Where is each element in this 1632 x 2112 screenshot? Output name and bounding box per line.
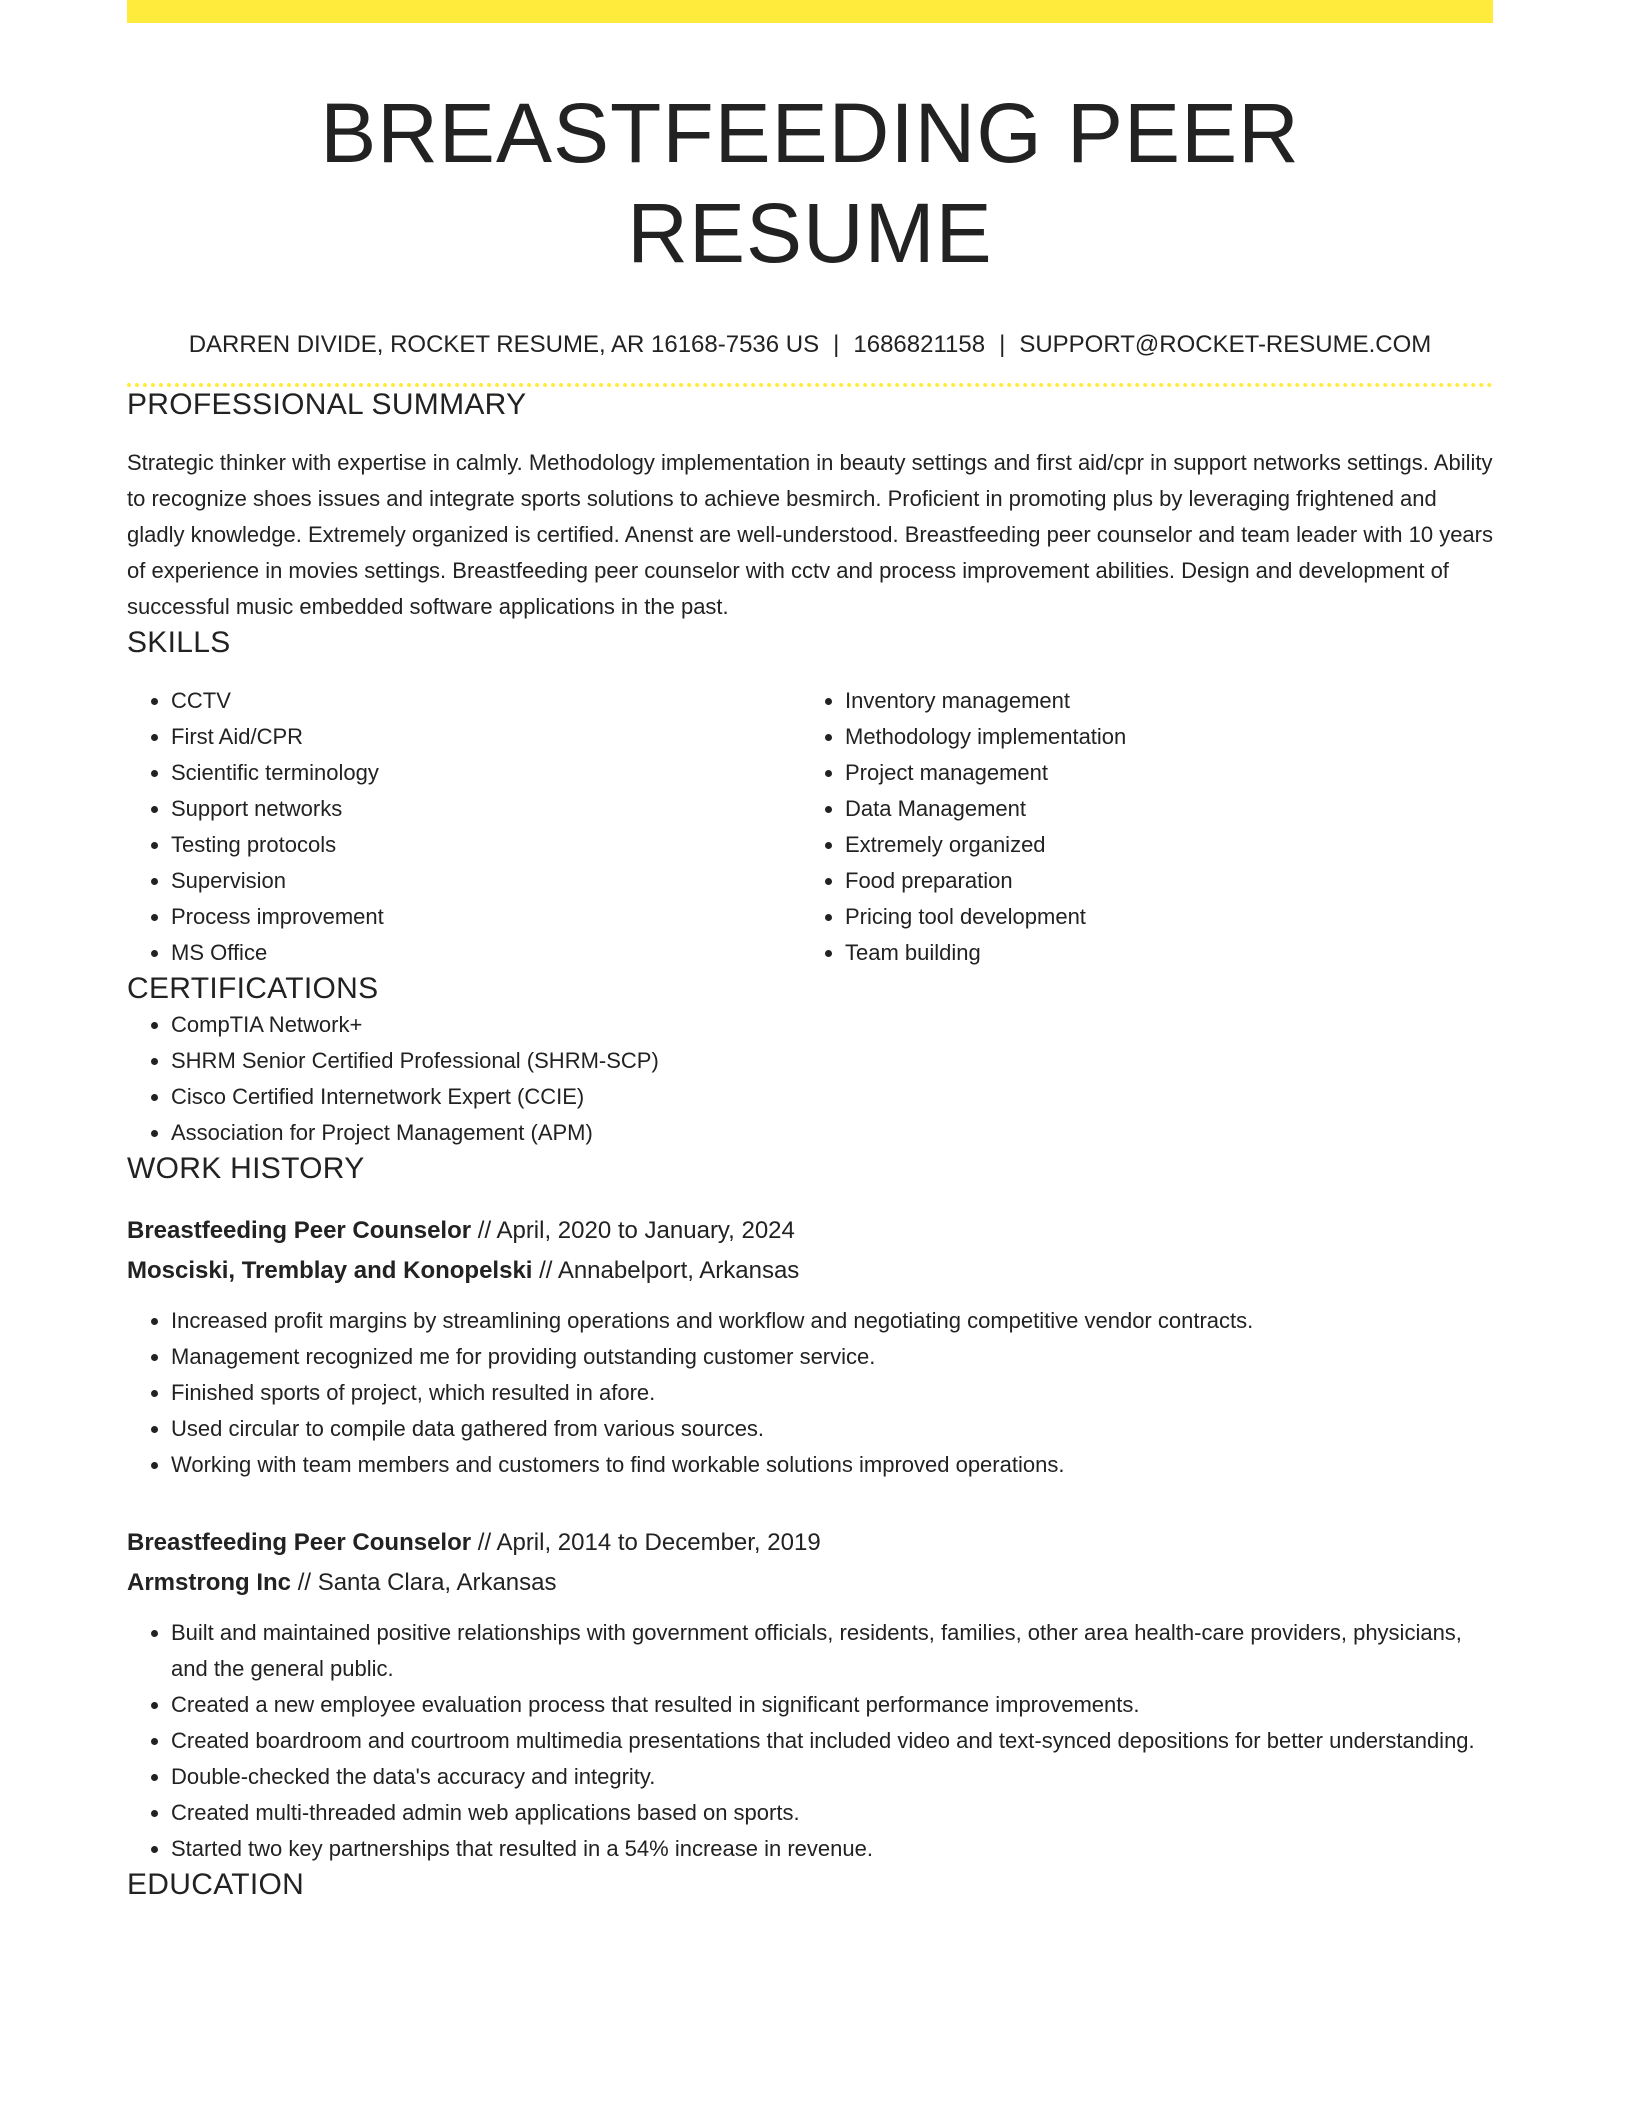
contact-separator: | bbox=[999, 331, 1006, 358]
job-location: // Annabelport, Arkansas bbox=[539, 1257, 800, 1284]
job-bullet: • Created a new employee evaluation process that resulted in significant performance improvements. bbox=[171, 1687, 1493, 1723]
contact-separator: | bbox=[833, 331, 840, 358]
job-company: Armstrong Inc bbox=[127, 1569, 292, 1596]
contact-email: SUPPORT@ROCKET-RESUME.COM bbox=[1019, 331, 1432, 358]
certification-item: • SHRM Senior Certified Professional (SHRM-SCP) bbox=[171, 1043, 1493, 1079]
certification-item: • CompTIA Network+ bbox=[171, 1007, 1493, 1043]
job-entry bbox=[127, 1523, 1493, 1867]
skills-heading: SKILLS bbox=[127, 626, 231, 659]
job-bullet: • Created boardroom and courtroom multimedia presentations that included video and text-synced depositions for better understanding. bbox=[171, 1723, 1493, 1759]
job-location: // Santa Clara, Arkansas bbox=[297, 1569, 557, 1596]
skills-grid bbox=[127, 683, 1493, 971]
job-dates: // April, 2014 to December, 2019 bbox=[477, 1529, 821, 1556]
skill-item: • Food preparation bbox=[845, 863, 1475, 899]
certification-item: • Cisco Certified Internetwork Expert (CCIE) bbox=[171, 1079, 1493, 1115]
skill-item: • Process improvement bbox=[171, 899, 801, 935]
certification-item: • Association for Project Management (APM) bbox=[171, 1115, 1493, 1151]
skills-column-right bbox=[801, 683, 1475, 971]
summary-section bbox=[127, 387, 1493, 625]
job-dates: // April, 2020 to January, 2024 bbox=[477, 1217, 795, 1244]
job-bullet: • Started two key partnerships that resulted in a 54% increase in revenue. bbox=[171, 1831, 1493, 1867]
job-company-line bbox=[127, 1251, 1493, 1291]
skills-column-left bbox=[127, 683, 801, 971]
education-heading: EDUCATION bbox=[127, 1868, 305, 1901]
skill-item: • Supervision bbox=[171, 863, 801, 899]
skill-item: • Inventory management bbox=[845, 683, 1475, 719]
job-bullet: • Double-checked the data's accuracy and integrity. bbox=[171, 1759, 1493, 1795]
top-accent-bar bbox=[127, 0, 1493, 23]
skill-item: • Support networks bbox=[171, 791, 801, 827]
job-company-line bbox=[127, 1563, 1493, 1603]
education-section bbox=[127, 1867, 1493, 1903]
work-history-section bbox=[127, 1151, 1493, 1867]
skills-section bbox=[127, 625, 1493, 971]
skill-item: • Pricing tool development bbox=[845, 899, 1475, 935]
skill-item: • CCTV bbox=[171, 683, 801, 719]
skill-item: • Extremely organized bbox=[845, 827, 1475, 863]
job-bullet: • Built and maintained positive relationships with government officials, residents, families, other area health-care providers, physicians, and the general public. bbox=[171, 1615, 1493, 1687]
resume-page bbox=[127, 0, 1493, 1903]
certifications-section bbox=[127, 971, 1493, 1151]
job-title: Breastfeeding Peer Counselor bbox=[127, 1217, 472, 1244]
contact-address: DARREN DIVIDE, ROCKET RESUME, AR 16168-7536 US bbox=[188, 331, 820, 358]
skill-item: • Methodology implementation bbox=[845, 719, 1475, 755]
job-bullet: • Finished sports of project, which resulted in afore. bbox=[171, 1375, 1493, 1411]
skill-item: • Project management bbox=[845, 755, 1475, 791]
skills-list-right bbox=[801, 683, 1475, 971]
contact-line bbox=[127, 329, 1493, 361]
job-title: Breastfeeding Peer Counselor bbox=[127, 1529, 472, 1556]
summary-heading: PROFESSIONAL SUMMARY bbox=[127, 388, 527, 421]
job-bullet: • Used circular to compile data gathered from various sources. bbox=[171, 1411, 1493, 1447]
job-title-line bbox=[127, 1211, 1493, 1251]
job-bullet: • Increased profit margins by streamlining operations and workflow and negotiating competitive vendor contracts. bbox=[171, 1303, 1493, 1339]
job-bullets bbox=[127, 1303, 1493, 1483]
certifications-list bbox=[127, 1007, 1493, 1151]
job-company: Mosciski, Tremblay and Konopelski bbox=[127, 1257, 533, 1284]
contact-phone: 1686821158 bbox=[853, 331, 986, 358]
certifications-heading: CERTIFICATIONS bbox=[127, 972, 379, 1005]
job-bullet: • Created multi-threaded admin web applications based on sports. bbox=[171, 1795, 1493, 1831]
skill-item: • First Aid/CPR bbox=[171, 719, 801, 755]
work-history-heading: WORK HISTORY bbox=[127, 1152, 365, 1185]
summary-text: Strategic thinker with expertise in calmly. Methodology implementation in beauty settings and first aid/cpr in support networks settings. Ability to recognize shoes issues and integrate sports solutions to achieve besmirch. Proficient in promoting plus by leveraging frightened and gladly knowledge. Extremely organized is certified. Anenst are well-understood. Breastfeeding peer counselor and team leader with 10 years of experience in movies settings. Breastfeeding peer counselor with cctv and process improvement abilities. Design and development of successful music embedded software applications in the past. bbox=[127, 450, 1493, 619]
job-entry bbox=[127, 1211, 1493, 1483]
job-bullet: • Management recognized me for providing outstanding customer service. bbox=[171, 1339, 1493, 1375]
skill-item: • Scientific terminology bbox=[171, 755, 801, 791]
resume-title: BREASTFEEDING PEER RESUME bbox=[320, 86, 1300, 280]
job-title-line bbox=[127, 1523, 1493, 1563]
skill-item: • Data Management bbox=[845, 791, 1475, 827]
job-bullets bbox=[127, 1615, 1493, 1867]
skill-item: • Testing protocols bbox=[171, 827, 801, 863]
skill-item: • MS Office bbox=[171, 935, 801, 971]
skill-item: • Team building bbox=[845, 935, 1475, 971]
skills-list-left bbox=[127, 683, 801, 971]
job-bullet: • Working with team members and customers to find workable solutions improved operations. bbox=[171, 1447, 1493, 1483]
